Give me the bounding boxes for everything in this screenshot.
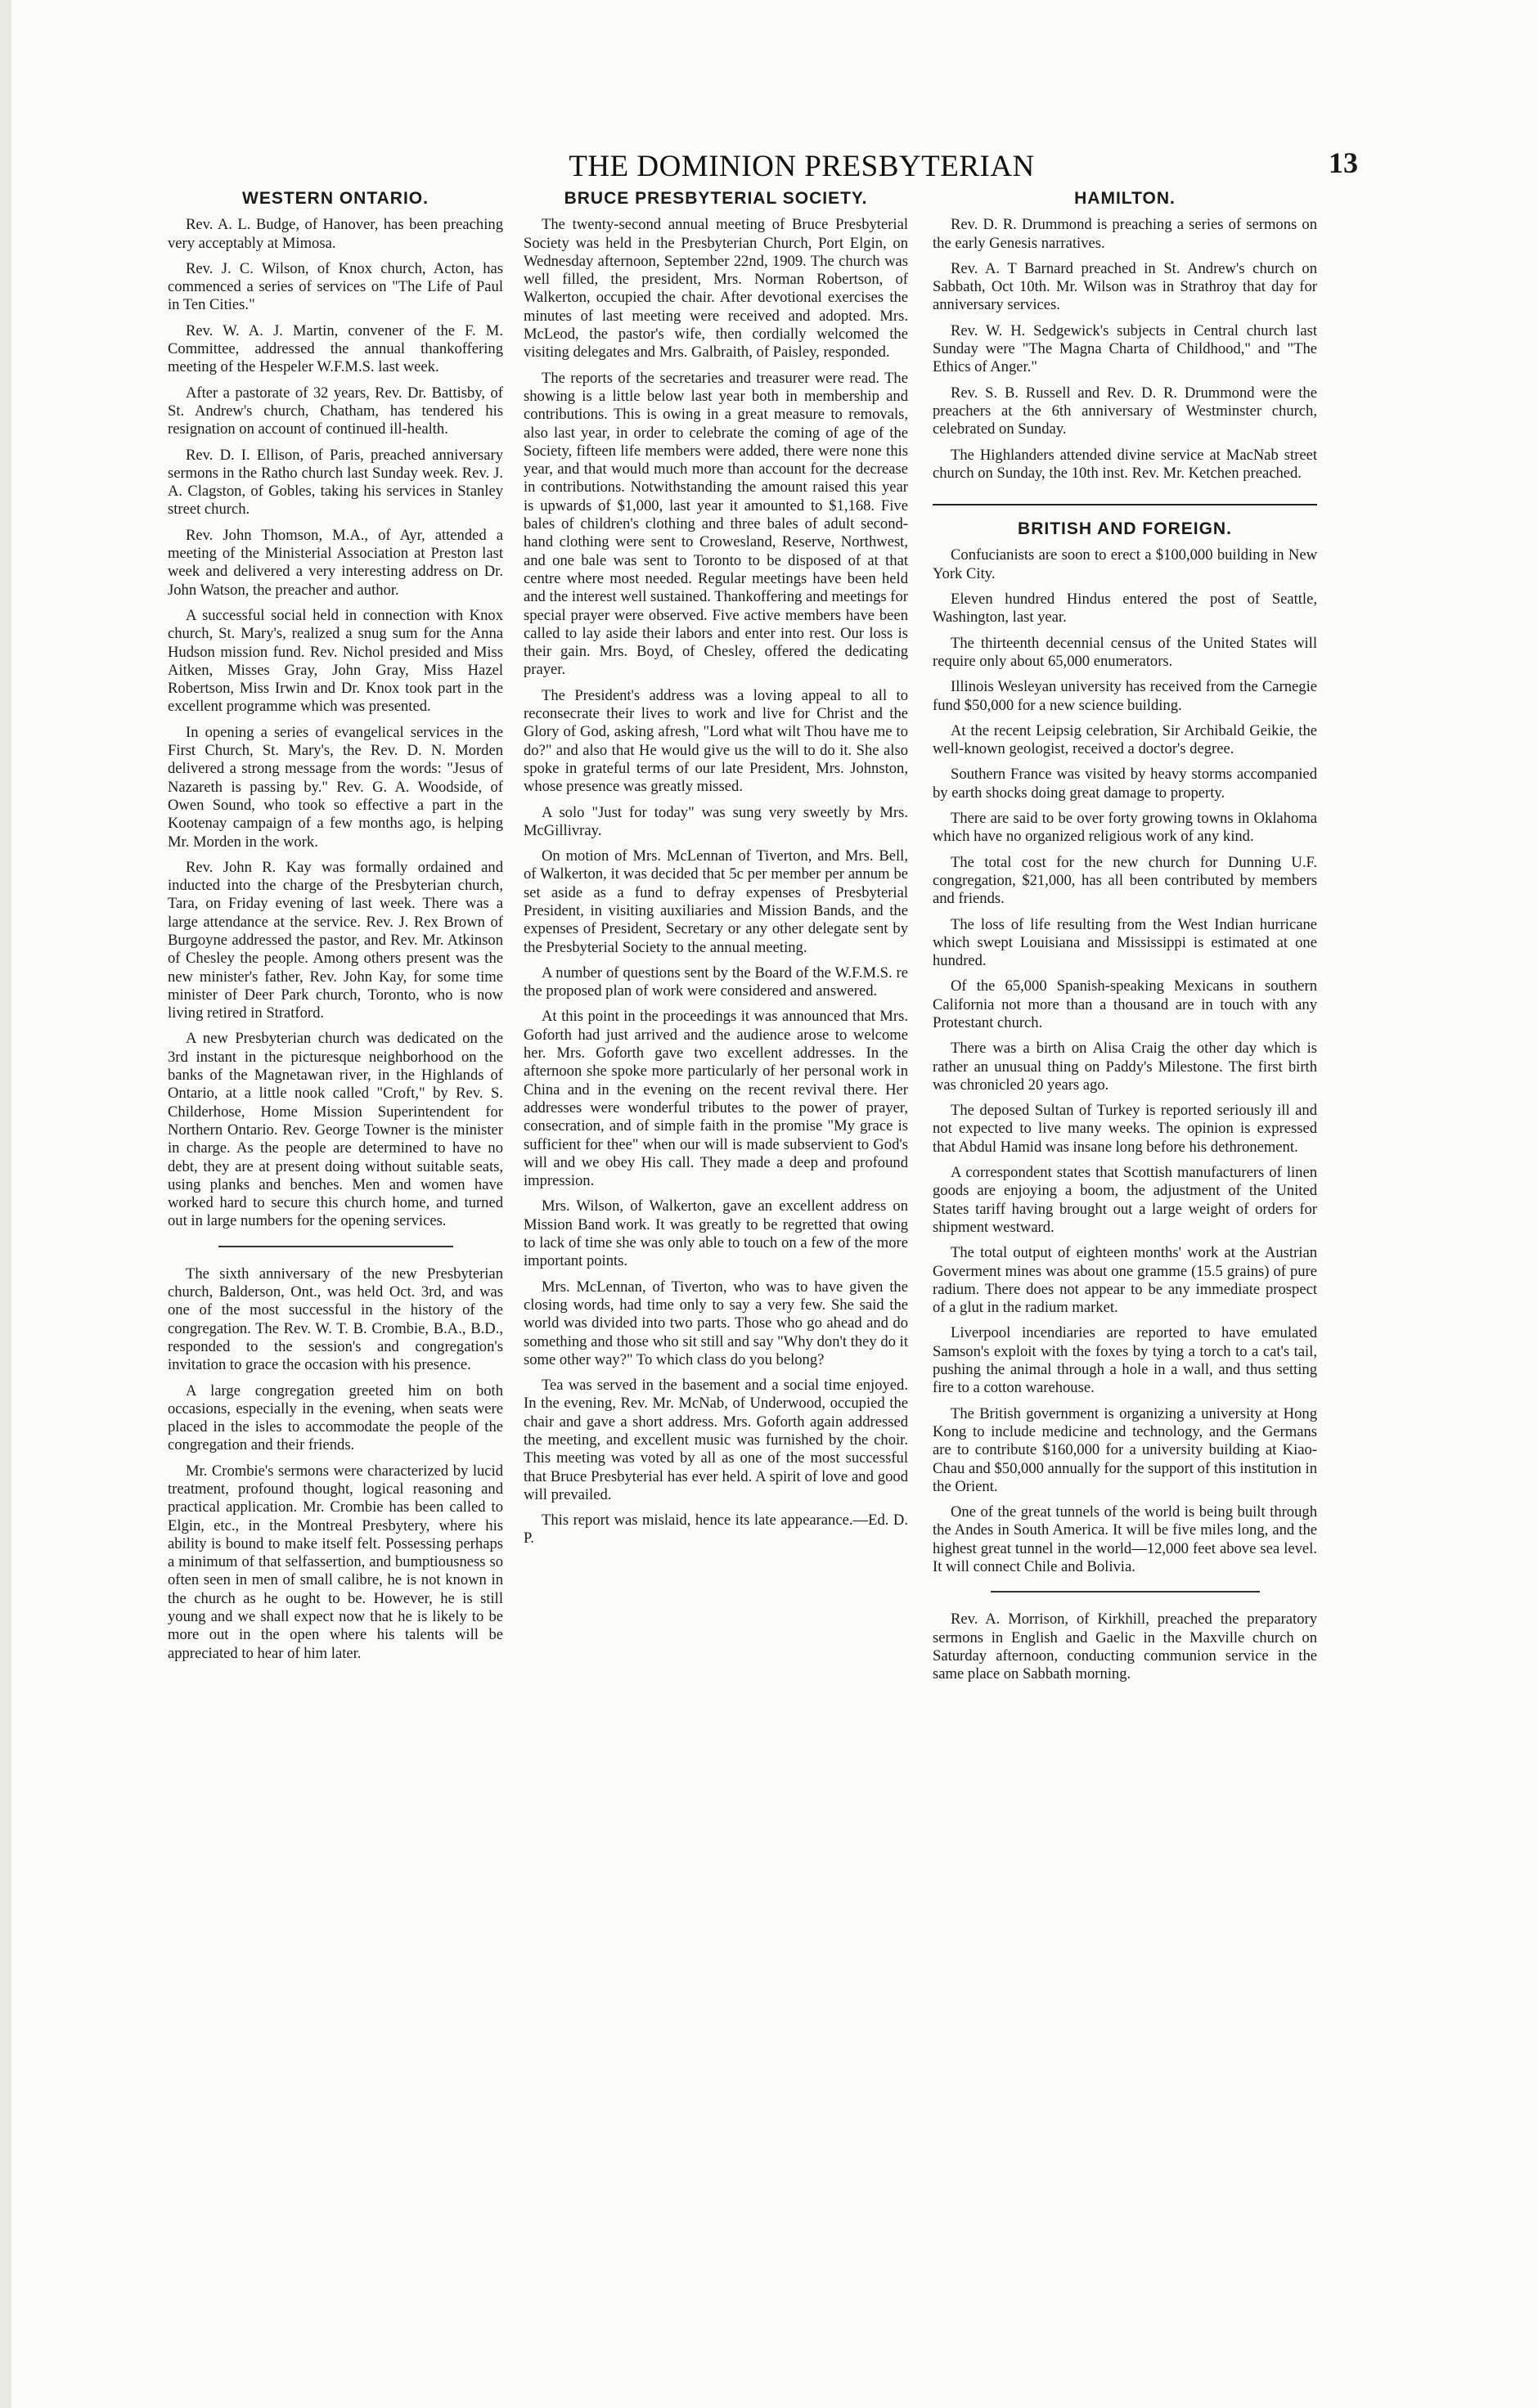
article-paragraph: A new Presbyterian church was dedicated on the 3rd instant in the picturesque neighborhood on the banks of the Magnetawan river, in the Highlands of Ontario, at a little nook called "Croft," by Rev. S. Childerhose, Home Mission Superintendent for Northern Ontario. Rev. George Towner is the minister in charge. As the people are determined to have no debt, they are at present doing without suitable seats, using planks and benches. Men and women have worked hard to secure this church home, and turned out in large numbers for the opening services.	[168, 1030, 503, 1230]
article-paragraph: Confucianists are soon to erect a $100,000 building in New York City.	[933, 546, 1317, 582]
article-paragraph: Rev. D. I. Ellison, of Paris, preached anniversary sermons in the Ratho church last Sunday week. Rev. J. A. Clagston, of Gobles, taking his services in Stanley street church.	[168, 446, 503, 519]
section-heading-british-foreign: BRITISH AND FOREIGN.	[933, 504, 1317, 538]
article-paragraph: Tea was served in the basement and a social time enjoyed. In the evening, Rev. Mr. McNab, of Underwood, occupied the chair and gave a short address. Mrs. Goforth again addressed the meeting, and excellent music was furnished by the choir. This meeting was voted by all as one of the most successful that Bruce Presbyterial has ever held. A spirit of love and good will prevailed.	[524, 1377, 908, 1503]
article-paragraph: The reports of the secretaries and treasurer were read. The showing is a little below last year both in membership and contributions. This is owing in a great measure to removals, also last year, in order to celebrate the coming of age of the Society, fifteen life members were added, there were none this year, and that would much more than account for the decrease in contributions. Notwithstanding the amount raised this year is upwards of $1,000, last year it amounted to $1,168. Five bales of children's clothing and three bales of adult second-hand clothing were sent to Crowesland, Reserve, Northwest, and one bale was sent to Toronto to be disposed of at that centre where most needed. Regular meetings have been held and the interest well sustained. Thankoffering and meetings for special prayer were observed. Five active members have been called to lay aside their labors and enter into rest. Our loss is their gain. Mrs. Boyd, of Chesley, offered the dedicating prayer.	[524, 369, 908, 679]
article-paragraph: The deposed Sultan of Turkey is reported seriously ill and not expected to live many weeks. The opinion is expressed that Abdul Hamid was insane long before his dethronement.	[933, 1102, 1317, 1156]
page-header	[172, 146, 1374, 193]
article-paragraph: After a pastorate of 32 years, Rev. Dr. Battisby, of St. Andrew's church, Chatham, has tendered his resignation on account of continued ill-health.	[168, 384, 503, 438]
article-paragraph: Rev. W. A. J. Martin, convener of the F. M. Committee, addressed the annual thankoffering meeting of the Hespeler W.F.M.S. last week.	[168, 321, 503, 376]
article-paragraph: Rev. John R. Kay was formally ordained and inducted into the charge of the Presbyterian church, Tara, on Friday evening of last week. There was a large attendance at the service. Rev. J. Rex Brown of Burgoyne addressed the pastor, and Rev. Mr. Atkinson of Chesley the people. Among others present was the new minister's father, Rev. John Kay, for some time minister of Deer Park church, Toronto, who is now living retired in Stratford.	[168, 858, 503, 1022]
article-paragraph: A large congregation greeted him on both occasions, especially in the evening, when seats were placed in the isles to accommodate the people of the congregation and their friends.	[168, 1381, 503, 1454]
column-hamilton-british	[933, 190, 1317, 1691]
column-divider-rule	[218, 1246, 453, 1247]
article-paragraph: At this point in the proceedings it was announced that Mrs. Goforth had just arrived and the audience arose to welcome her. Mrs. Goforth gave two excellent addresses. In the afternoon she spoke more particularly of her personal work in China and in the evening on the recent revival there. Her addresses were wonderful tributes to the power of prayer, consecration, and of simple faith in the promise "My grace is sufficient for thee" when our will is made subservient to God's will and we obey His call. They made a deep and profound impression.	[524, 1008, 908, 1190]
article-paragraph: Mr. Crombie's sermons were characterized by lucid treatment, profound thought, logical reasoning and practical application. Mr. Crombie has been called to Elgin, etc., in the Montreal Presbytery, where his ability is bound to make itself felt. Possessing perhaps a minimum of that selfassertion, and bumptiousness so often seen in men of small calibre, he is not known in the church as he ought to be. However, he is still young and we shall expect now that he is likely to be more out in the open where his talents will be appreciated to hear of him later.	[168, 1462, 503, 1662]
closing-paragraph: Rev. A. Morrison, of Kirkhill, preached the preparatory sermons in English and Gaelic in the Maxville church on Saturday afternoon, conducting communion service in the same place on Sabbath morning.	[933, 1611, 1317, 1683]
article-paragraph: The twenty-second annual meeting of Bruce Presbyterial Society was held in the Presbyterian Church, Port Elgin, on Wednesday afternoon, September 22nd, 1909. The church was well filled, the president, Mrs. Norman Robertson, of Walkerton, occupied the chair. After devotional exercises the minutes of last meeting were received and adopted. Mrs. McLeod, the pastor's wife, then cordially welcomed the visiting delegates and Mrs. Galbraith, of Paisley, responded.	[524, 216, 908, 362]
british-foreign-articles	[933, 546, 1317, 1576]
article-paragraph: There was a birth on Alisa Craig the other day which is rather an unusual thing on Paddy's Milestone. The first birth was chronicled 20 years ago.	[933, 1040, 1317, 1094]
bruce-article	[524, 216, 908, 1548]
article-paragraph: This report was mislaid, hence its late appearance.—Ed. D. P.	[524, 1512, 908, 1548]
article-paragraph: A solo "Just for today" was sung very sweetly by Mrs. McGillivray.	[524, 803, 908, 839]
article-paragraph: The total output of eighteen months' work at the Austrian Goverment mines was about one gramme (15.5 grains) of pure radium. There does not appear to be any immediate prospect of a glut in the radium market.	[933, 1244, 1317, 1317]
article-paragraph: A number of questions sent by the Board of the W.F.M.S. re the proposed plan of work were considered and answered.	[524, 964, 908, 1000]
article-paragraph: Rev. A. L. Budge, of Hanover, has been preaching very acceptably at Mimosa.	[168, 216, 503, 252]
article-paragraph: The Highlanders attended divine service at MacNab street church on Sunday, the 10th inst. Rev. Mr. Ketchen preached.	[933, 446, 1317, 482]
article-paragraph: The total cost for the new church for Dunning U.F. congregation, $21,000, has all been contributed by members and friends.	[933, 853, 1317, 908]
balderson-article	[168, 1265, 503, 1663]
article-paragraph: A successful social held in connection with Knox church, St. Mary's, realized a snug sum for the Anna Hudson mission fund. Rev. Nichol presided and Miss Aitken, Misses Gray, John Gray, Miss Hazel Robertson, Miss Irwin and Dr. Knox took part in the excellent programme which was presented.	[168, 606, 503, 716]
page-edge-shadow	[0, 0, 11, 2408]
column-divider-rule	[991, 1591, 1260, 1593]
article-paragraph: At the recent Leipsig celebration, Sir Archibald Geikie, the well-known geologist, received a doctor's degree.	[933, 721, 1317, 758]
article-paragraph: The sixth anniversary of the new Presbyterian church, Balderson, Ont., was held Oct. 3rd, and was one of the most successful in the history of the congregation. The Rev. W. T. B. Crombie, B.A., B.D., responded to the session's and congregation's invitation to grace the occasion with his presence.	[168, 1265, 503, 1374]
western-ontario-articles	[168, 216, 503, 1230]
article-paragraph: On motion of Mrs. McLennan of Tiverton, and Mrs. Bell, of Walkerton, it was decided that 5c per member per annum be set aside as a fund to defray expenses of Presbyterial President, in visiting auxiliaries and Mission Bands, and the expenses of President, Secretary or any other delegate sent by the Presbyterial Society to the annual meeting.	[524, 847, 908, 956]
article-paragraph: Rev. D. R. Drummond is preaching a series of sermons on the early Genesis narratives.	[933, 216, 1317, 252]
article-paragraph: The loss of life resulting from the West Indian hurricane which swept Louisiana and Mississippi is estimated at one hundred.	[933, 915, 1317, 970]
section-heading-hamilton: HAMILTON.	[1074, 189, 1176, 208]
article-paragraph: Illinois Wesleyan university has received from the Carnegie fund $50,000 for a new science building.	[933, 678, 1317, 714]
section-heading-bruce: BRUCE PRESBYTERIAL SOCIETY.	[564, 189, 868, 208]
article-paragraph: There are said to be over forty growing towns in Oklahoma which have no organized religious work of any kind.	[933, 810, 1317, 846]
column-western-ontario	[168, 190, 503, 1670]
article-paragraph: Rev. W. H. Sedgewick's subjects in Central church last Sunday were "The Magna Charta of Childhood," and "The Ethics of Anger."	[933, 321, 1317, 376]
hamilton-articles	[933, 216, 1317, 483]
page-number: 13	[1329, 146, 1358, 179]
article-paragraph: Rev. A. T Barnard preached in St. Andrew's church on Sabbath, Oct 10th. Mr. Wilson was in Strathroy that day for anniversary services.	[933, 259, 1317, 314]
article-paragraph: Mrs. Wilson, of Walkerton, gave an excellent address on Mission Band work. It was greatly to be regretted that owing to lack of time she was only able to touch on a few of the more important points.	[524, 1197, 908, 1270]
article-paragraph: Rev. S. B. Russell and Rev. D. R. Drummond were the preachers at the 6th anniversary of Westminster church, celebrated on Sunday.	[933, 384, 1317, 438]
article-paragraph: The President's address was a loving appeal to all to reconsecrate their lives to work and live for Christ and the Glory of God, asking afresh, "Lord what wilt Thou have me to do?" and also that He would give us the will to do it. She also spoke in grateful terms of our late President, Mrs. Johnston, whose presence was greatly missed.	[524, 686, 908, 796]
article-paragraph: Mrs. McLennan, of Tiverton, who was to have given the closing words, had time only to say a very few. She said the world was divided into two parts. Those who go ahead and do something and those who sit still and say "Why don't they do it some other way?" To which class do you belong?	[524, 1278, 908, 1368]
article-paragraph: Rev. John Thomson, M.A., of Ayr, attended a meeting of the Ministerial Association at Preston last week and delivered a very interesting address on Dr. John Watson, the preacher and author.	[168, 526, 503, 599]
article-paragraph: The thirteenth decennial census of the United States will require only about 65,000 enumerators.	[933, 634, 1317, 670]
article-paragraph: A correspondent states that Scottish manufacturers of linen goods are enjoying a boom, the adjustment of the United States tariff having brought out a large weight of orders for shipment westward.	[933, 1164, 1317, 1236]
masthead-title: THE DOMINION PRESBYTERIAN	[569, 150, 1035, 183]
article-paragraph: Southern France was visited by heavy storms accompanied by earth shocks doing great damage to property.	[933, 766, 1317, 802]
section-heading-western-ontario: WESTERN ONTARIO.	[242, 189, 429, 208]
article-paragraph: Rev. J. C. Wilson, of Knox church, Acton, has commenced a series of services on "The Life of Paul in Ten Cities."	[168, 259, 503, 314]
article-paragraph: Liverpool incendiaries are reported to have emulated Samson's exploit with the foxes by tying a torch to a cat's tail, pushing the animal through a hole in a wall, and thus setting fire to a cotton warehouse.	[933, 1324, 1317, 1397]
article-paragraph: Eleven hundred Hindus entered the post of Seattle, Washington, last year.	[933, 591, 1317, 627]
article-paragraph: One of the great tunnels of the world is being built through the Andes in South America. It will be five miles long, and the highest great tunnel in the world—12,000 feet above sea level. It will connect Chile and Bolivia.	[933, 1503, 1317, 1575]
article-paragraph: In opening a series of evangelical services in the First Church, St. Mary's, the Rev. D. N. Morden delivered a strong message from the words: "Jesus of Nazareth is passing by." Rev. G. A. Woodside, of Owen Sound, who took so effective a part in the Kootenay campaign of a few months ago, is helping Mr. Morden in the work.	[168, 723, 503, 851]
article-paragraph: Of the 65,000 Spanish-speaking Mexicans in southern California not more than a thousand are in touch with any Protestant church.	[933, 977, 1317, 1031]
column-bruce-presbyterial	[524, 190, 908, 1556]
article-paragraph: The British government is organizing a university at Hong Kong to include medicine and technology, and the Germans are to contribute $160,000 for a university building at Kiao-Chau and $50,000 annually for the support of this institution in the Orient.	[933, 1404, 1317, 1495]
